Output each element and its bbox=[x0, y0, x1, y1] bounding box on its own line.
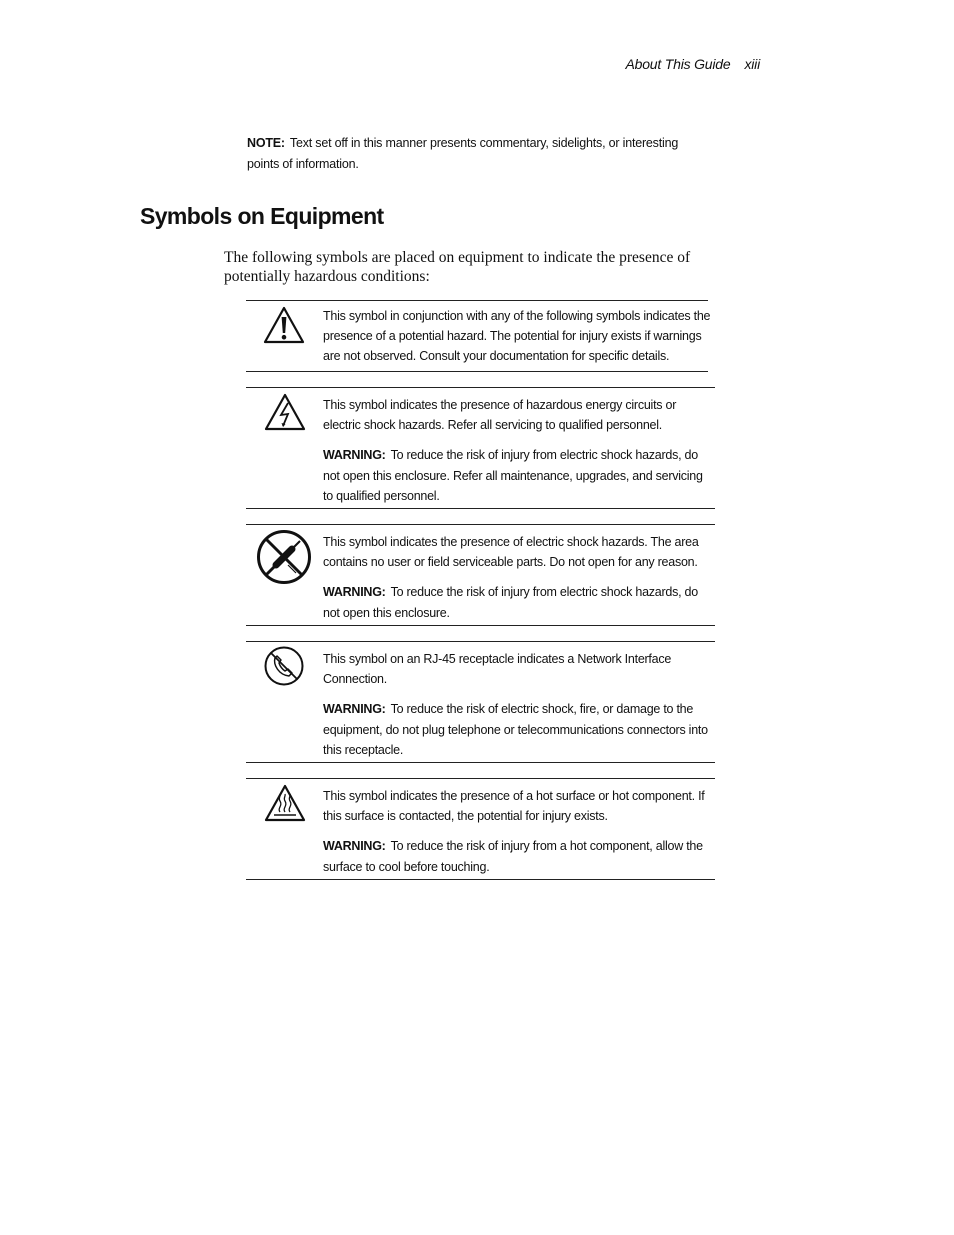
warning-label: WARNING: bbox=[323, 448, 386, 463]
symbol-text-high-voltage bbox=[323, 395, 715, 506]
symbol-text-warning bbox=[323, 306, 713, 367]
symbol-warning bbox=[323, 582, 715, 622]
no-telephone-icon bbox=[263, 645, 305, 687]
symbol-description: This symbol indicates the presence of a hot surface or hot component. If this surface is contacted, the potential for injury exists. bbox=[323, 789, 705, 824]
warning-label: WARNING: bbox=[323, 702, 386, 717]
note-block bbox=[247, 133, 712, 175]
warning-text: To reduce the risk of injury from a hot component, allow the surface to cool before touching. bbox=[323, 839, 703, 874]
section-title: Symbols on Equipment bbox=[140, 203, 384, 229]
symbol-row-no-telephone bbox=[246, 641, 715, 763]
symbol-row-warning bbox=[246, 300, 711, 372]
running-header-section: About This Guide bbox=[625, 56, 731, 72]
note-label: NOTE: bbox=[247, 136, 285, 150]
symbol-row-hot-surface bbox=[246, 778, 715, 880]
symbol-warning bbox=[323, 836, 715, 876]
warning-text: To reduce the risk of injury from electric shock hazards, do not open this enclosure. Refer all maintenance, upgrades, and servicing to qualified personnel. bbox=[323, 448, 703, 503]
symbol-description: This symbol in conjunction with any of the following symbols indicates the presence of a potential hazard. The potential for injury exists if warnings are not observed. Consult your documentation for specific details. bbox=[323, 309, 711, 364]
symbol-warning bbox=[323, 445, 715, 506]
symbol-description: This symbol indicates the presence of hazardous energy circuits or electric shock hazards. Refer all servicing to qualified personnel. bbox=[323, 398, 677, 433]
intro-paragraph: The following symbols are placed on equipment to indicate the presence of potentially hazardous conditions: bbox=[224, 249, 691, 285]
symbol-text-hot-surface bbox=[323, 786, 715, 877]
high-voltage-icon bbox=[264, 393, 306, 431]
symbol-description: This symbol indicates the presence of electric shock hazards. The area contains no user or field serviceable parts. Do not open for any reason. bbox=[323, 535, 699, 570]
warning-text: To reduce the risk of electric shock, fire, or damage to the equipment, do not plug telephone or telecommunications connectors into this receptacle. bbox=[323, 702, 708, 757]
warning-label: WARNING: bbox=[323, 839, 386, 854]
symbol-row-no-tools bbox=[246, 524, 715, 626]
running-header bbox=[560, 56, 760, 72]
warning-label: WARNING: bbox=[323, 585, 386, 600]
symbol-text-no-telephone bbox=[323, 649, 715, 760]
warning-triangle-icon bbox=[263, 306, 305, 344]
no-tools-icon bbox=[256, 529, 312, 585]
symbol-text-no-tools bbox=[323, 532, 715, 623]
hot-surface-icon bbox=[264, 784, 306, 822]
note-text: Text set off in this manner presents commentary, sidelights, or interesting points of information. bbox=[247, 136, 679, 171]
warning-text: To reduce the risk of injury from electric shock hazards, do not open this enclosure. bbox=[323, 585, 698, 620]
page-number: xiii bbox=[744, 56, 760, 72]
symbol-warning bbox=[323, 699, 715, 760]
symbol-description: This symbol on an RJ-45 receptacle indicates a Network Interface Connection. bbox=[323, 652, 672, 687]
symbol-row-high-voltage bbox=[246, 387, 715, 509]
